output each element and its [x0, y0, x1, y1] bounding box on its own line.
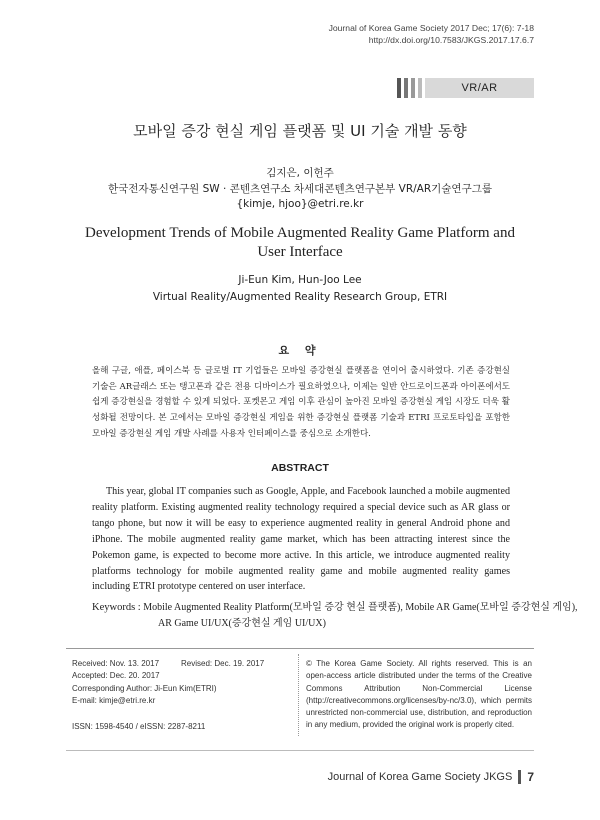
keywords-text: Mobile Augmented Reality Platform(모바일 증강 현실 플랫폼), Mobile AR Game(모바일 증강현실 게임), AR Game UI/UX(증강현실 게임 UI/UX): [143, 602, 578, 629]
summary-body: 올해 구글, 애플, 페이스북 등 글로벌 IT 기업들은 모바일 증강현실 플랫폼을 연이어 출시하였다. 기존 증강현실 기술은 AR글래스 또는 탱고폰과 같은 전용 디바이스가 필요하였으나, 이제는 일반 안드로이드폰과 아이폰에서도 쉽게 증강현실을 경험할 수 있게 되었다. 포켓몬고 게임 이후 관심이 높아진 모바일 증강현실 게임 시장도 더욱 활성화될 전망이다. 본 고에서는 모바일 증강현실 게임을 위한 증강현실 플랫폼 기술과 ETRI 프로토타입을 포함한 모바일 증강현실 게임 개발 사례를 사용자 인터페이스를 중심으로 소개한다.: [92, 366, 510, 439]
english-authors: Ji-Eun Kim, Hun-Joo Lee: [238, 274, 362, 286]
category-banner: [397, 78, 534, 98]
korean-affiliation: 한국전자통신연구원 SW · 콘텐츠연구소 차세대콘텐츠연구본부 VR/AR기술연구그룹: [108, 183, 492, 195]
abstract-heading: ABSTRACT: [271, 462, 329, 474]
category-stripe: [411, 78, 415, 98]
page-number: 7: [527, 770, 534, 784]
license-notice: © The Korea Game Society. All rights reserved. This is an open-access article distributed under the terms of the Creative Commons Attribution Non-Commercial License (http://creativecommons.org/licenses/by-nc/3.0), which permits unrestricted non-commercial use, distribution, and reproduction in any medium, provided the original work is properly cited.: [306, 659, 532, 730]
category-stripe: [404, 78, 408, 98]
abstract-body: This year, global IT companies such as Google, Apple, and Facebook launched a mobile augmented reality platform. Existing augmented reality technology required a special device such as AR glass or tango phone, but now it will be easy to experience augmented reality in general Android phone and iPhone. The mobile augmented reality game market, which has been attracting interest since the Pokemon game, is expected to become more active. In this article, we introduce augmented reality platforms technology for mobile augmented reality game and mobile augmented reality games including ETRI prototype centered on user interface.: [92, 486, 510, 593]
author-emails: {kimje, hjoo}@etri.re.kr: [236, 198, 364, 210]
page-footer-divider: [66, 750, 534, 751]
article-history: [72, 658, 264, 733]
journal-citation: Journal of Korea Game Society 2017 Dec; 17(6): 7-18: [328, 23, 534, 33]
footer-column-divider: [298, 654, 299, 736]
corresponding-author: Corresponding Author: Ji-Eun Kim(ETRI): [72, 683, 217, 693]
issn: ISSN: 1598-4540 / eISSN: 2287-8211: [72, 722, 206, 732]
english-affiliation: Virtual Reality/Augmented Reality Research Group, ETRI: [152, 291, 448, 303]
summary-heading: 요 약: [278, 344, 322, 357]
category-label: VR/AR: [425, 78, 534, 98]
received-date: Received: Nov. 13. 2017: [72, 659, 160, 668]
english-title: Development Trends of Mobile Augmented Reality Game Platform and User Interface: [85, 225, 515, 260]
journal-header: [329, 22, 534, 46]
category-stripe: [418, 78, 422, 98]
accepted-date: Accepted: Dec. 20. 2017: [72, 671, 160, 681]
category-stripe: [397, 78, 401, 98]
keywords-label: Keywords :: [92, 602, 141, 613]
footer-divider: [66, 648, 534, 649]
footer-journal-name: Journal of Korea Game Society JKGS: [327, 771, 513, 783]
korean-authors: 김지은, 이헌주: [266, 167, 334, 179]
revised-date: Revised: Dec. 19. 2017: [181, 659, 265, 668]
doi-link[interactable]: http://dx.doi.org/10.7583/JKGS.2017.17.6.7: [368, 35, 534, 45]
keywords: [92, 600, 582, 631]
footer-separator: [518, 770, 521, 784]
page-footer: [328, 770, 534, 784]
korean-title: 모바일 증강 현실 게임 플랫폼 및 UI 기술 개발 동향: [133, 122, 467, 140]
corresponding-email[interactable]: E-mail: kimje@etri.re.kr: [72, 695, 156, 705]
